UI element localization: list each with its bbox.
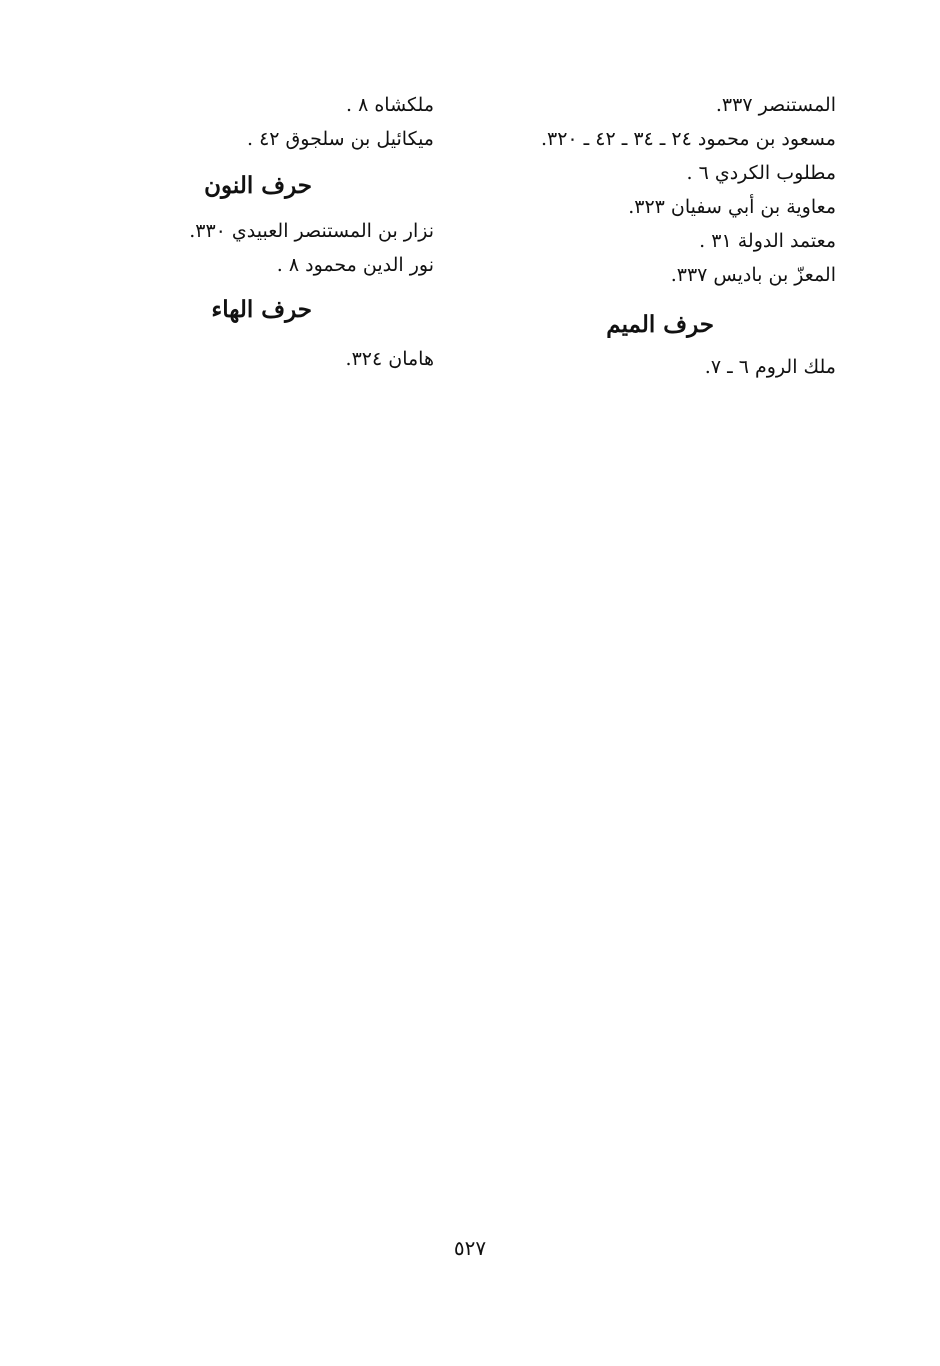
index-entry: ميكائيل بن سلجوق ٤٢ . [246,128,434,150]
index-entry: مطلوب الكردي ٦ . [686,162,836,184]
section-heading-noon: حرف النون [204,172,312,199]
index-entry: نور الدين محمود ٨ . [276,254,434,276]
left-index-column [154,88,434,376]
index-entry: هامان ٣٢٤. [345,348,434,370]
index-entry: معاوية بن أبي سفيان ٣٢٣. [628,196,836,218]
index-entry: مسعود بن محمود ٢٤ ـ ٣٤ ـ ٤٢ ـ ٣٢٠. [540,128,836,150]
index-entry: نزار بن المستنصر العبيدي ٣٣٠. [189,220,434,242]
index-entry: المعزّ بن باديس ٣٣٧. [670,264,836,286]
right-index-column [496,88,836,384]
index-entry: ملك الروم ٦ ـ ٧. [704,356,836,378]
page-number: ٥٢٧ [453,1236,487,1260]
section-heading-haa: حرف الهاء [211,296,312,323]
index-entry: ملكشاه ٨ . [345,94,434,116]
index-entry: معتمد الدولة ٣١ . [699,230,836,252]
index-entry: المستنصر ٣٣٧. [715,94,836,116]
section-heading-meem: حرف الميم [606,311,714,338]
